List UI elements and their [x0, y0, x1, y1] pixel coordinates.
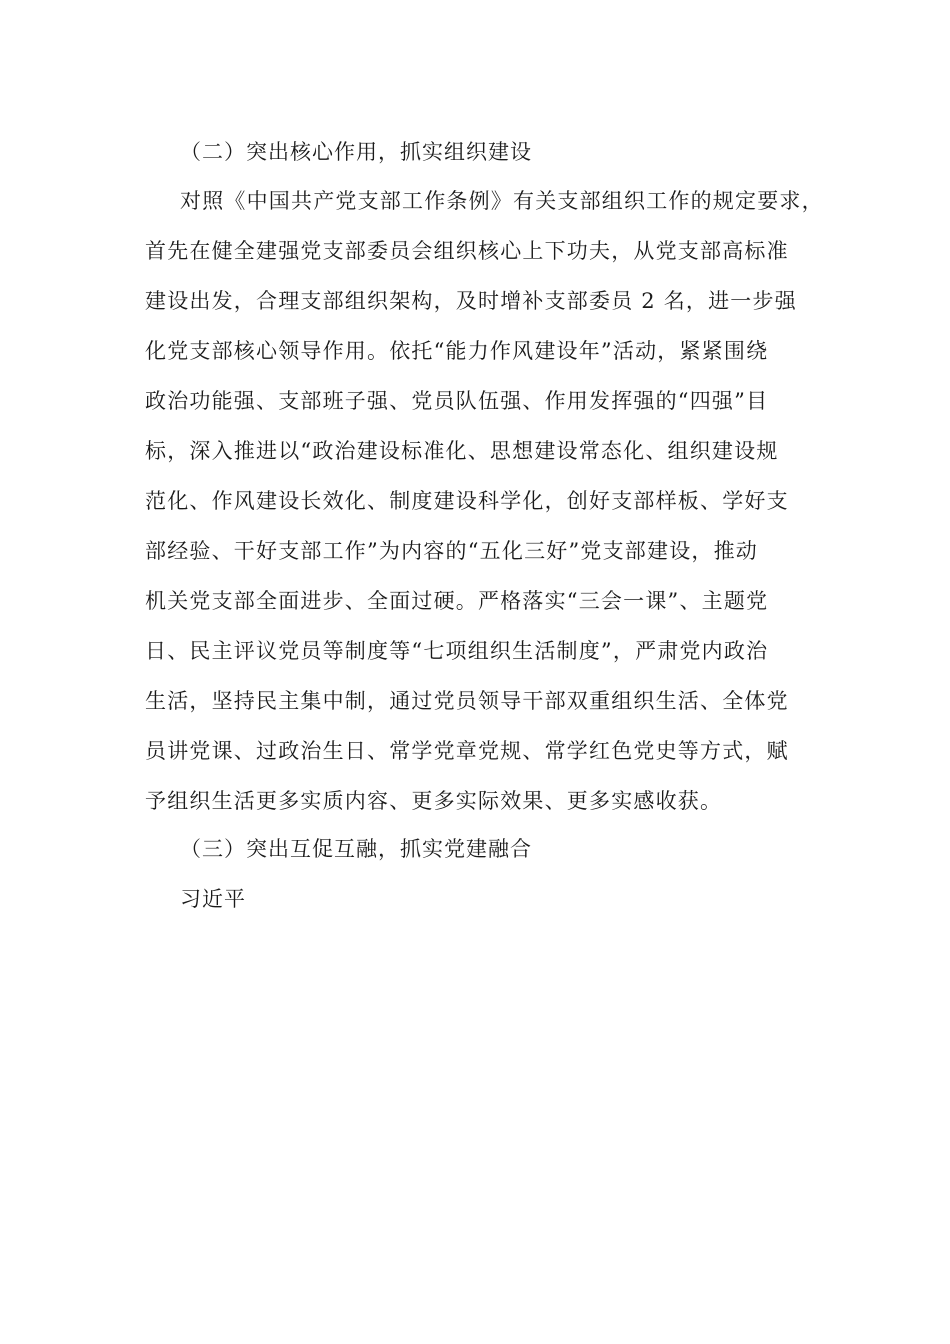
paragraph-line: 建设出发，合理支部组织架构，及时增补支部委员 2 名，进一步强 [145, 289, 797, 313]
paragraph-line: 生活，坚持民主集中制，通过党员领导干部双重组织生活、全体党 [145, 689, 789, 713]
paragraph-line: 员讲党课、过政治生日、常学党章党规、常学红色党史等方式，赋 [145, 739, 789, 763]
paragraph-line: 政治功能强、支部班子强、党员队伍强、作用发挥强的“四强”目 [145, 389, 769, 413]
paragraph-line: 范化、作风建设长效化、制度建设科学化，创好支部样板、学好支 [145, 489, 789, 513]
section-heading-2: （二）突出核心作用，抓实组织建设 [180, 140, 532, 164]
tail-text: 习近平 [180, 887, 246, 911]
paragraph-line: 部经验、干好支部工作”为内容的“五化三好”党支部建设，推动 [145, 539, 759, 563]
paragraph-line: 机关党支部全面进步、全面过硬。严格落实“三会一课”、主题党 [145, 589, 769, 613]
paragraph-line: 予组织生活更多实质内容、更多实际效果、更多实感收获。 [145, 789, 723, 813]
section-heading-3: （三）突出互促互融，抓实党建融合 [180, 837, 532, 861]
paragraph-line: 标，深入推进以“政治建设标准化、思想建设常态化、组织建设规 [145, 439, 779, 463]
body-paragraph [145, 186, 835, 836]
paragraph-line: 日、民主评议党员等制度等“七项组织生活制度”，严肃党内政治 [145, 639, 769, 663]
paragraph-line: 首先在健全建强党支部委员会组织核心上下功夫，从党支部高标准 [145, 239, 789, 263]
paragraph-line: 对照《中国共产党支部工作条例》有关支部组织工作的规定要求， [180, 189, 824, 213]
paragraph-line: 化党支部核心领导作用。依托“能力作风建设年”活动，紧紧围绕 [145, 339, 769, 363]
